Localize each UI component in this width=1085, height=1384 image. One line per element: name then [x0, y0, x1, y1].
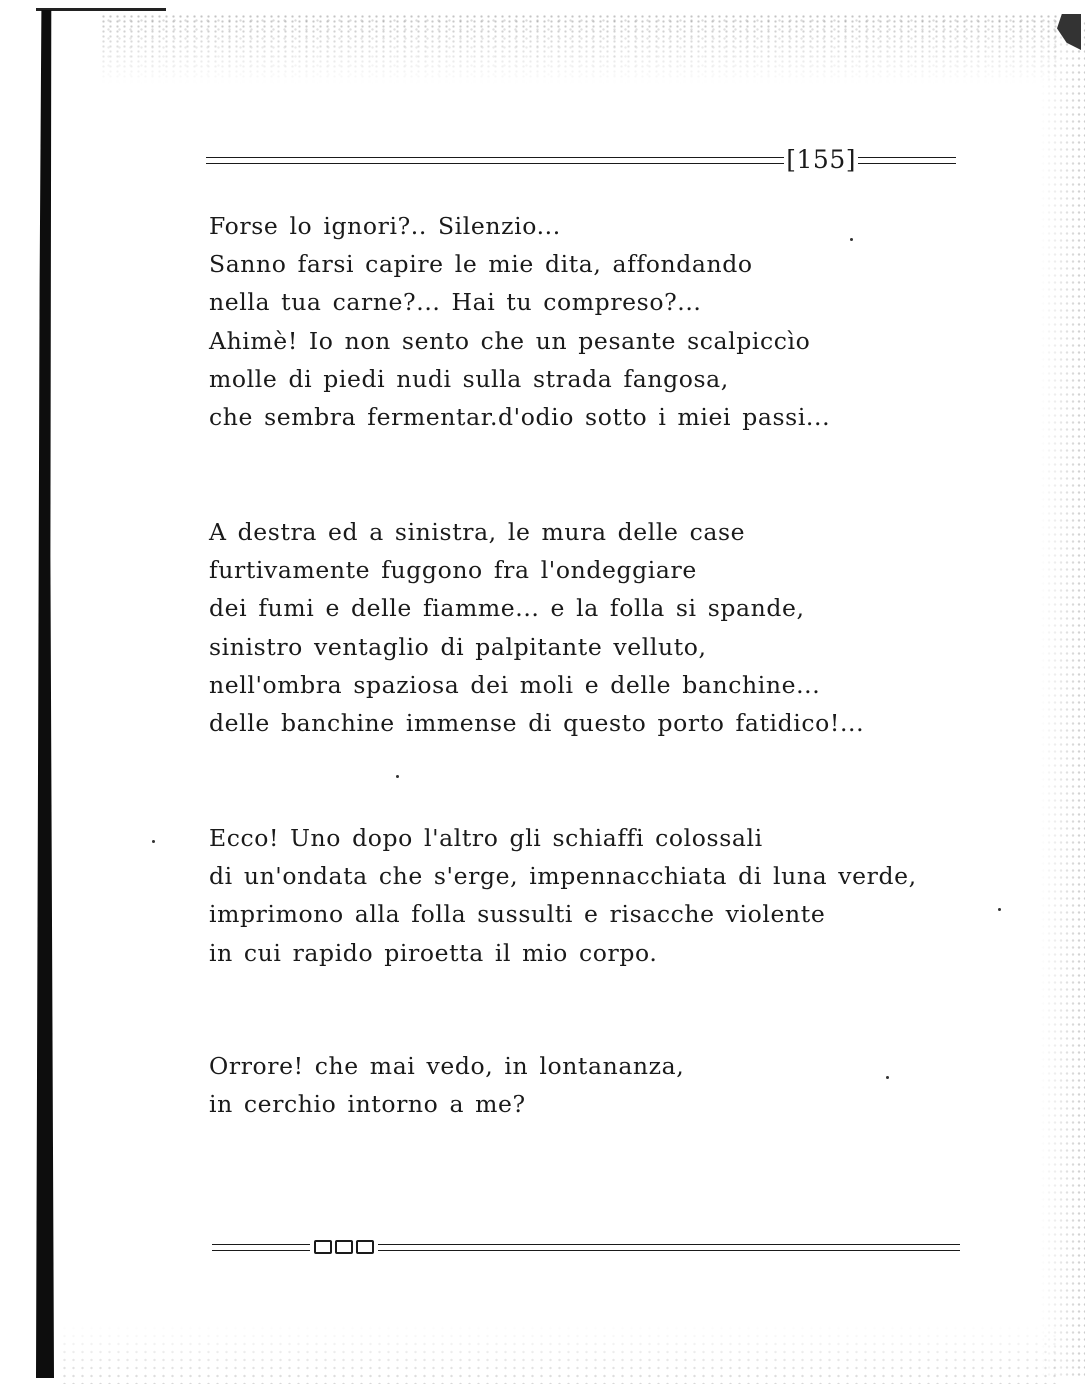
stanza — [209, 207, 830, 436]
poem-line: dei fumi e delle fiamme... e la folla si spande, — [209, 594, 805, 623]
binding-edge-top — [36, 8, 166, 11]
scan-noise-bottom — [60, 1324, 1060, 1384]
page-number: [155] — [786, 145, 856, 174]
stanza — [209, 819, 917, 972]
page-header — [206, 145, 956, 175]
ornament-square — [335, 1240, 353, 1254]
scan-speck — [152, 840, 155, 843]
poem-line: imprimono alla folla sussulti e risacche violente — [209, 900, 826, 929]
poem-line: nell'ombra spaziosa dei moli e delle banchine... — [209, 670, 821, 699]
poem-line: in cerchio intorno a me? — [209, 1090, 526, 1119]
scan-speck — [998, 908, 1001, 911]
ornament-square — [356, 1240, 374, 1254]
scan-speck — [850, 238, 853, 241]
header-rule-right — [858, 157, 956, 164]
three-square-ornament-icon — [310, 1240, 378, 1254]
binding-shadow — [36, 10, 54, 1378]
poem-line: che sembra fermentar.d'odio sotto i miei passi... — [209, 403, 831, 432]
poem-line: Orrore! che mai vedo, in lontananza, — [209, 1052, 685, 1080]
poem-line: delle banchine immense di questo porto fatidico!... — [209, 709, 865, 738]
scan-speck — [396, 775, 399, 778]
poem-line: molle di piedi nudi sulla strada fangosa, — [209, 364, 729, 393]
poem-line: Ecco! Uno dopo l'altro gli schiaffi colossali — [209, 824, 763, 852]
poem-line: sinistro ventaglio di palpitante velluto, — [209, 632, 707, 661]
header-rule-left — [206, 157, 784, 164]
poem-line: Ahimè! Io non sento che un pesante scalpiccìo — [209, 326, 811, 355]
poem-line: Sanno farsi capire le mie dita, affondando — [209, 250, 753, 279]
page-footer — [212, 1238, 960, 1256]
poem-line: di un'ondata che s'erge, impennacchiata di luna verde, — [209, 862, 917, 891]
footer-rule-left — [212, 1244, 310, 1251]
scan-speck — [886, 1076, 889, 1079]
poem-line: furtivamente fuggono fra l'ondeggiare — [209, 556, 697, 585]
stanza — [209, 1047, 684, 1123]
stanza — [209, 513, 864, 742]
poem-line: A destra ed a sinistra, le mura delle case — [209, 518, 746, 546]
scan-noise-top — [100, 14, 1060, 84]
poem-line: in cui rapido piroetta il mio corpo. — [209, 938, 658, 967]
footer-rule-right — [378, 1244, 960, 1251]
ornament-square — [314, 1240, 332, 1254]
scan-noise-right — [1040, 20, 1085, 1380]
poem-line: Forse lo ignori?.. Silenzio... — [209, 212, 561, 240]
poem-line: nella tua carne?... Hai tu compreso?... — [209, 288, 702, 317]
